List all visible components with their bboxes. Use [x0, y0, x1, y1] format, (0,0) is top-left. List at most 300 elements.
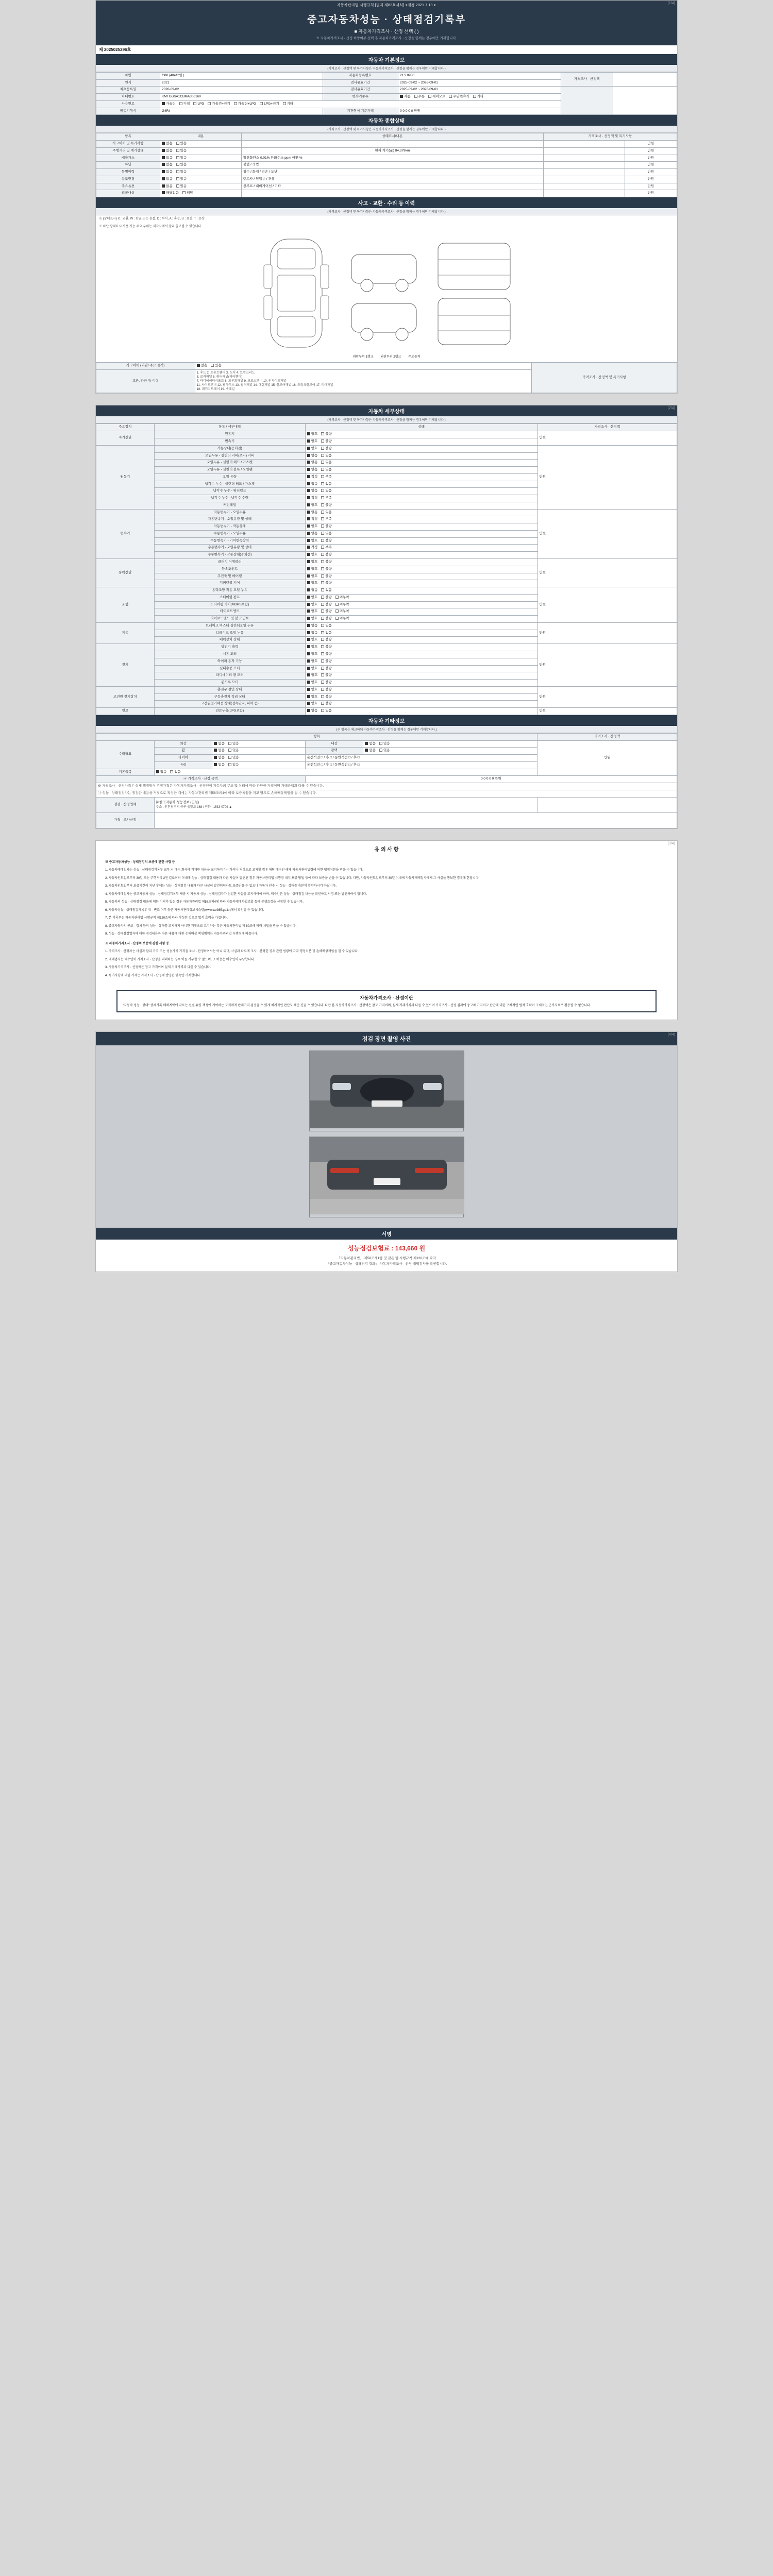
- item-options: 양호 불량: [305, 566, 537, 573]
- group-estimate: 만원: [537, 587, 677, 623]
- item-options: 양호 불량: [305, 573, 537, 580]
- other-info-table: [96, 733, 677, 828]
- row-options: 없음 있음: [195, 363, 532, 370]
- item-label: 타이로드엔드 및 볼 조인트: [154, 616, 305, 623]
- cell-value: 0 0 0 0 0 만원: [398, 108, 561, 115]
- row-unit: 만원: [625, 141, 677, 148]
- footer-line-1: 「자동차관리법」 제58조제1항 및 같은 법 시행규칙 제120조에 따라: [337, 1257, 436, 1261]
- th-state: 상태: [305, 424, 537, 431]
- item-label: 수동변속기 - 오일유량 및 상태: [154, 545, 305, 552]
- row-estimate: [543, 162, 625, 169]
- item-label: 연료누출(LPG포함): [154, 708, 305, 715]
- table-row: [96, 776, 677, 783]
- cell-value: 2025-09-02 ~ 2026-09-01: [398, 87, 561, 94]
- table-row: [96, 622, 677, 630]
- row-options: 없음 있음: [212, 755, 305, 762]
- notice-item: 3. 자동차인도일부터 보증기간이 지난 후에는 성능 · 상태점검 내용과 다른 사실이 발견되더라도 보증받을 수 없으니 자동차 인수 시 성능 · 상태를 충분히 확인하시기 바랍니다.: [105, 885, 337, 888]
- notice-item-2: 2. 매매업자는 매수인이 가격조사 · 산정을 의뢰하는 경우 이를 거부할 수 없으며, 그 비용은 매수인이 부담합니다.: [105, 958, 255, 961]
- cell-value: 21모8980: [398, 72, 561, 79]
- notice-item: 6. 자동차성능 · 상태점검기록부 위 · 변조 여부 등은 자동차관리정보시스템(www.car365.go.kr)에서 확인할 수 있습니다.: [105, 908, 264, 912]
- row-estimate: [543, 147, 625, 155]
- footer-note: [96, 1255, 677, 1271]
- table-row: [96, 363, 677, 370]
- item-label: 동력조향 작동 오일 누유: [154, 587, 305, 595]
- item-options: 양호 불량 미부착: [305, 594, 537, 601]
- group-estimate: 만원: [537, 622, 677, 643]
- item-options: 없음 있음: [305, 452, 537, 460]
- group-estimate: 만원: [537, 686, 677, 707]
- row-unit: 만원: [625, 155, 677, 162]
- item-label: 라디에이터 팬 모터: [154, 672, 305, 680]
- history-summary-table: [96, 362, 677, 393]
- th-item: 항목: [96, 733, 537, 740]
- cell-value: G80 (40e탁일 ): [160, 72, 323, 79]
- item-label: 디퍼렌셜 기어: [154, 580, 305, 587]
- section-detail-note: (가격조사 · 산정액 및 특기사항은 자동차가격조사 · 산정을 함께는 경우에만 기재합니다.): [96, 416, 677, 423]
- estimate-value: 0 0 0 0 0 만원: [305, 776, 677, 783]
- item-label: 오일누유 - 실린더 헤드 / 가스켓: [154, 460, 305, 467]
- item-label: 와이퍼 동작 기능: [154, 658, 305, 665]
- section-detail-band: 자동차 세부상태: [96, 405, 677, 416]
- row-options: 없음 있음: [160, 183, 241, 190]
- row-unit: 만원: [625, 169, 677, 176]
- section-overall-band: 자동차 종합상태: [96, 115, 677, 126]
- item-label: 오일 유량: [154, 473, 305, 481]
- row-unit: 만원: [625, 176, 677, 183]
- item-label: 원동기: [154, 431, 305, 438]
- item-options: 양호 불량: [305, 680, 537, 687]
- table-row: [96, 169, 677, 176]
- photo-section-band: 점검 장면 촬영 사진: [96, 1032, 677, 1045]
- cell-value: G4RI: [160, 108, 323, 115]
- guarantee-body: "자동차 성능 · 상태" 상세기록 매매계약에 따르는 선별 유량 책정에 기여하는 고객에게 판매가격 검증을 수 있게 체계적인 판단도 해준 진술 수 있습니다. 다만 본 자동차가격조사 · 산정액은 참고 가격이며, 실제 거래가격과 다를 수 있으며 가격조사 · 산정 결과에 중고차 가격비교 판단에 대한 구체적인 법적 효력이 구체적인 근거자료로 활용될 수 없습니다.: [123, 1004, 591, 1008]
- section-other-note: (※ 항목은 체크하되 자동차가격조사 · 산정을 함께는 경우에만 기재합니다.): [96, 726, 677, 733]
- cell-label: 자동차등록번호: [323, 72, 398, 79]
- doc-number-row: [96, 45, 677, 54]
- doc-number-value: 2025025296호: [104, 47, 131, 52]
- table-row: [96, 176, 677, 183]
- price-label: 가격 · 조사산정: [96, 812, 155, 828]
- row-detail: [195, 370, 532, 393]
- item-options: 양호 불량 미부착: [305, 616, 537, 623]
- th-item: 항목: [96, 133, 160, 141]
- form-header: [96, 1, 677, 9]
- row-options: 해당없음 해당: [160, 190, 241, 197]
- table-row: [96, 797, 677, 812]
- item-label: 구동축전지 격리 상태: [154, 693, 305, 701]
- fuel-options: 가솔린 디젤 LPG 가솔린+전기 가솔린+LPG LPG+전기 기타: [160, 100, 561, 108]
- cell-label: 가격조사 · 산정액: [561, 72, 613, 87]
- group-estimate: 만원: [537, 509, 677, 558]
- row-options: 없음 있음: [160, 155, 241, 162]
- row-options: 없음 있음: [160, 141, 241, 148]
- item-options: 적정 부족: [305, 473, 537, 481]
- page-2: [95, 405, 678, 828]
- th-estimate: 가격조사 · 산정액 및 특기사항: [543, 133, 677, 141]
- item-label: 냉각수 누수 - 냉각수 수량: [154, 495, 305, 502]
- notice-item: 1. 자동차매매업자는 성능 · 상태점검기록부 교부 시 매수 회사에 기재한 내용을 교지하지 아니하거나 거짓으로 교지할 경우 해당 매수인 에게 자동차관리법령에 의한 행정처분을 받을 수 있습니다.: [105, 869, 363, 872]
- frame-group-5: 18. 패키지트레이 19. 백패널: [196, 388, 235, 392]
- table-row: [96, 644, 677, 651]
- item-label: 자동변속기 - 오일누유: [154, 509, 305, 516]
- row-detail: 운전석전 □ / 후 □ / 동반석전 □ / 후 □: [305, 761, 537, 769]
- item-options: 없음 있음: [305, 630, 537, 637]
- device-group-label: 원동기: [96, 445, 155, 509]
- form-code: 자동차관리법 시행규칙 [별지 제82호서식] <개정 2021.7.13.>: [337, 4, 436, 7]
- table-row: [96, 509, 677, 516]
- item-label: 타이로드엔드: [154, 608, 305, 616]
- cell-value: [613, 72, 677, 87]
- item-label: 브레이크 오일 누유: [154, 630, 305, 637]
- section-history-note: (가격조사 · 산정액 및 특기사항은 자동차가격조사 · 산정을 함께는 경우에만 기재합니다.): [96, 208, 677, 215]
- device-group-label: 동력전달: [96, 559, 155, 587]
- row-unit: 만원: [625, 162, 677, 169]
- table-row: [96, 686, 677, 693]
- odometer-value: 현재 계기(㎞) 84,379km: [241, 147, 543, 155]
- group-estimate: 만원: [537, 644, 677, 687]
- history-subnote-1: ※ (상태표시) X : 교환, W : 판금 또는 용접, C : 부식, A : 흠집, U : 요철, T : 손상: [99, 217, 205, 221]
- photo-box: [96, 1045, 677, 1228]
- item-label: 커먼레일: [154, 502, 305, 509]
- page-4: [95, 1031, 678, 1272]
- item-label: 오일누유 - 실린더 블록 / 오일팬: [154, 467, 305, 474]
- frame-group-2: 5. 로커패널 6. 쿼터패널(리어휀더): [196, 376, 243, 379]
- item-options: 양호 불량: [305, 445, 537, 452]
- row-sublabel: 타이어: [154, 755, 212, 762]
- group-estimate: 만원: [537, 445, 677, 509]
- item-label: 배력장치 상태: [154, 637, 305, 644]
- frame-group-3: 7. 라디에이터서포트 8. 프론트패널 9. 크로스멤버 10. 인사이드패널: [196, 380, 287, 383]
- item-options: 없음 있음: [305, 467, 537, 474]
- cell-label: [561, 87, 613, 115]
- row-detail: 불법 / 적법: [241, 162, 543, 169]
- notice-item: 4. 자동차매매업자는 중고자동차 성능 · 상태점검기록부 제공 시 자동차 성능 · 상태점검자가 점검한 사실을 고지하여야 하며, 매수인은 성능 · 상태점검 내용을 확인하고 서명 또는 날인하여야 합니다.: [105, 892, 367, 896]
- notice-body: [96, 855, 677, 987]
- row-sublabel-2: 내장: [305, 740, 363, 748]
- item-options: 양호 불량: [305, 658, 537, 665]
- cell-value: 2020-09-02: [160, 87, 323, 94]
- notice-item-2: 4. 특기사항에 대한 기재는 가격조사 · 산정에 반영된 항목만 기재합니다.: [105, 974, 201, 977]
- row-options: 없음 있음: [160, 169, 241, 176]
- item-label: 자동변속기 - 오일유량 및 상태: [154, 516, 305, 523]
- notice-item: 2. 자동차인도일로부터 30일 또는 주행거리 2천 킬로미터 이내에 성능 · 상태점검 내용과 다른 사실이 발견된 경우 자동차관리법 시행령 내지 보증 방법 등에 따라 보증을 받을 수 있습니다. 다만, 자동차인도일로부터 30일 이내에 자동차매매업자에게 그 사실을 통보한 경우에 한합니다.: [105, 876, 480, 880]
- row-options: 없음 있음: [212, 761, 305, 769]
- th-content: 내용: [160, 133, 241, 141]
- section-basic-band: 자동차 기본정보: [96, 54, 677, 65]
- transmission-options: 자동 수동 세미오토 무단변속기 기타: [398, 94, 561, 101]
- row-options: 없음 있음: [212, 740, 305, 748]
- table-header-row: [96, 424, 677, 431]
- device-group-label: 변속기: [96, 509, 155, 558]
- inspector-address: 주소 : 인천광역시 중구 샘밭로 168 / 전화 : 1533-0709 ▲: [156, 805, 232, 809]
- doc-subnote: ※ 자동차가격조사 · 산정 희망여부 선택 후 자동차가격조사 · 산정을 함께는 경우에만 기재합니다.: [316, 37, 457, 40]
- frame-group-4: 11. 사이드멤버 12. 휠하우스 13. 필러패널 14. 대쉬패널 15. 플로어패널 16. 트렁크플로어 17. 리어패널: [196, 384, 333, 387]
- cell-label: 차대번호: [96, 94, 160, 101]
- page-tag: (3/4): [667, 841, 675, 845]
- table-row: [96, 812, 677, 828]
- item-options: 양호 불량: [305, 701, 537, 708]
- notice-item-2: 3. 자동차가격조사 · 산정액은 참고 가격이며 실제 거래가격과 다를 수 있습니다.: [105, 966, 211, 970]
- item-options: 양호 불량: [305, 552, 537, 559]
- car-diagram-top-view: [253, 234, 340, 352]
- footer-line-2: 「중고자동차성능 · 상태점검 결과」 자동차가격조사 · 산정 내역검사를 확인합니다.: [326, 1262, 447, 1266]
- cell-label: 변속기종류: [323, 94, 398, 101]
- row-options: 없음 있음: [160, 147, 241, 155]
- table-header-row: [96, 733, 677, 740]
- section-overall-note: (가격조사 · 산정액 및 특기사항은 자동차가격조사 · 산정을 함께는 경우에만 기재합니다.): [96, 126, 677, 133]
- group-estimate: 만원: [537, 431, 677, 446]
- notice-heading-2: ※ 자동차가격조사 · 산정의 보증에 관한 사항 등: [105, 942, 169, 945]
- diagram-legend: [100, 352, 673, 361]
- page-tag: (4/4): [667, 1033, 675, 1037]
- guarantee-title: 자동차가격조사 · 산정이란: [360, 995, 413, 1001]
- row-label: 배출가스: [96, 155, 160, 162]
- row-estimate: [543, 169, 625, 176]
- row-label: 주요옵션: [96, 183, 160, 190]
- legend-rank1: 외판부위 1랭크: [352, 355, 374, 359]
- row-sublabel: 휠: [154, 748, 212, 755]
- row-estimate: 만원: [537, 740, 677, 776]
- row-estimate: [543, 176, 625, 183]
- table-row: [96, 708, 677, 715]
- item-options: 양호 불량: [305, 438, 537, 446]
- legend-rank2: 외판부위 2랭크: [380, 355, 401, 359]
- table-row: [96, 587, 677, 595]
- item-label: 클러치 어셈블리: [154, 559, 305, 566]
- estimate-label: 가격조사 · 산정액 및 특기사항: [532, 363, 677, 393]
- notice-item: 5. 자동차의 성능 · 상태점검 내용에 대한 이의가 있는 경우 자동차관리법 제58조의4에 따라 자동차매매사업조합 등에 분쟁조정을 신청할 수 있습니다.: [105, 901, 304, 904]
- doc-title: 중고자동차성능 · 상태점검기록부: [307, 14, 466, 25]
- item-label: 시동 모터: [154, 651, 305, 658]
- cell-label: 기관형식 기준가격: [323, 108, 398, 115]
- overall-state-table: [96, 133, 677, 197]
- detail-body: [96, 431, 677, 715]
- item-options: 없음 있음: [305, 488, 537, 495]
- row-detail: [241, 141, 543, 148]
- row-unit: 만원: [625, 147, 677, 155]
- page-tag: (1/4): [667, 2, 675, 5]
- item-options: 양호 불량: [305, 686, 537, 693]
- row-options: 없음 있음: [160, 176, 241, 183]
- row-sublabel: 외장: [154, 740, 212, 748]
- page-1: [95, 0, 678, 394]
- row-detail: 일산화탄소 0.01% 탄화수소 ppm 매연 %: [241, 155, 543, 162]
- row-label: 기본품목: [96, 769, 155, 776]
- item-label: 수동변속기 - 작동상태(공회전): [154, 552, 305, 559]
- warning-note: ㉠ 성능 · 상태점검자는 점검한 내용을 거짓으로 작성한 때에는 자동차관리법 제58조의4에 따라 보증책임을 지고 별도로 손해배상책임을 질 수 있습니다.: [96, 790, 677, 797]
- table-row: [96, 183, 677, 190]
- item-options: 적정 부족: [305, 545, 537, 552]
- device-group-label: 조향: [96, 587, 155, 623]
- item-label: 냉각수 누수 - 워터펌프: [154, 488, 305, 495]
- cell-label: 원동기형식: [96, 108, 160, 115]
- row-label: 사고이력 및 특기사항: [96, 141, 160, 148]
- photo-rear: [309, 1137, 464, 1217]
- inspector-value: [154, 797, 537, 812]
- device-group-label: 자기진단: [96, 431, 155, 446]
- th-state: 상태표시/내용: [241, 133, 543, 141]
- row-detail: 렌트카 / 영업용 / 관용: [241, 176, 543, 183]
- table-row: [96, 740, 677, 748]
- item-options: 양호 불량: [305, 693, 537, 701]
- row-label: 주행거리 및 계기상태: [96, 147, 160, 155]
- notice-item: 9. 성능 · 상태점검업자에 대한 점검내용과 다른 내용에 대한 손해배상 책임범위는 자동차관리법 시행령에 따릅니다.: [105, 933, 258, 936]
- item-options: 양호 불량: [305, 502, 537, 509]
- row-label: 특별이력: [96, 169, 160, 176]
- legend-frame: 주요골격: [408, 355, 421, 359]
- row-estimate: [543, 183, 625, 190]
- section-history-band: 사고 · 교환 · 수리 등 이력: [96, 197, 677, 208]
- table-row: [96, 147, 677, 155]
- item-label: 오일누유 - 실린더 커버(로커) 커버: [154, 452, 305, 460]
- detail-state-table: [96, 423, 677, 715]
- item-label: 브레이크 마스터 실린더오일 누유: [154, 622, 305, 630]
- group-estimate: 만원: [537, 559, 677, 587]
- row-unit: 만원: [625, 190, 677, 197]
- row-estimate: [543, 155, 625, 162]
- table-row: [96, 445, 677, 452]
- table-row: [96, 87, 677, 94]
- device-group-label: 연료: [96, 708, 155, 715]
- row-sublabel-2: 광택: [305, 748, 363, 755]
- car-diagram-area: [96, 231, 677, 362]
- inspector-company: ㈜한국자동차 성능정보 (인천): [156, 800, 199, 804]
- inspection-insurance-fee: 성능점검보험료 : 143,660 원: [347, 1245, 426, 1252]
- table-row: [96, 141, 677, 148]
- device-group-label: 고전원 전기장치: [96, 686, 155, 707]
- item-options: 적정 부족: [305, 495, 537, 502]
- item-options: 양호 불량: [305, 644, 537, 651]
- item-options: 없음 있음: [305, 509, 537, 516]
- th-estimate: 가격조사 · 산정액: [537, 733, 677, 740]
- page-tag: (2/4): [667, 406, 675, 411]
- cell-label: 검사유효기간: [323, 79, 398, 87]
- item-label: 고전원전기배선 상태(접속단자, 피복 등): [154, 701, 305, 708]
- basic-info-table: [96, 72, 677, 115]
- item-options: 없음 있음: [305, 530, 537, 537]
- cell-value: [613, 87, 677, 115]
- row-estimate: [543, 141, 625, 148]
- item-options: 양호 불량: [305, 672, 537, 680]
- table-header-row: [96, 133, 677, 141]
- table-row: [96, 431, 677, 438]
- item-options: 없음 있음: [305, 708, 537, 715]
- row-label: 리콜대상: [96, 190, 160, 197]
- item-options: 적정 부족: [305, 516, 537, 523]
- section-basic-note: (가격조사 · 산정액 및 특기사항은 자동차가격조사 · 산정을 함께는 경우에만 기재합니다.): [96, 65, 677, 72]
- frame-group-1: 1. 후드 2. 프론트휀더 3. 도어 4. 트렁크리드: [196, 371, 255, 375]
- item-options: 양호 불량 미부착: [305, 601, 537, 608]
- item-options: 없음 있음: [305, 622, 537, 630]
- item-label: 스티어링 기어(MDPS포함): [154, 601, 305, 608]
- notice-heading-1: ※ 중고자동차성능 · 상태점검의 보증에 관한 사항 등: [105, 860, 175, 864]
- doc-number-label: 제: [99, 47, 103, 52]
- item-options: 양호 불량: [305, 665, 537, 672]
- item-options: 양호 불량: [305, 651, 537, 658]
- inspector-label: 점검 · 산정업체: [96, 797, 155, 812]
- cell-label: 연식: [96, 79, 160, 87]
- item-label: 수동변속기 - 기어변속장치: [154, 537, 305, 545]
- row-label: 수리필요: [96, 740, 155, 769]
- item-label: 수동변속기 - 오일누유: [154, 530, 305, 537]
- item-options: 양호 불량 미부착: [305, 608, 537, 616]
- item-label: 자동변속기 - 작동상태: [154, 523, 305, 531]
- price-value: [154, 812, 677, 828]
- th-estimate: 가격조사 · 산정액: [537, 424, 677, 431]
- row-options-2: 없음 있음: [363, 740, 537, 748]
- th-item: 항목 / 세부내역: [154, 424, 305, 431]
- table-row: [96, 72, 677, 79]
- cell-label: 차명: [96, 72, 160, 79]
- row-label: 사고이력 (외판/ 주요 골격): [96, 363, 195, 370]
- notice-item: 7. 본 기록부는 자동차관리법 시행규칙 제120조에 따라 작성된 것으로 법적 효력을 가집니다.: [105, 917, 228, 920]
- group-estimate: 만원: [537, 708, 677, 715]
- device-group-label: 제동: [96, 622, 155, 643]
- estimate-note: ※ 가격조사 · 산정가격은 실제 책정방식 추정가격은 자동차가격조사 · 산정인이 자동차의 구조 및 상태에 따라 판단한 가격이며 거래금액과 다를 수 있습니다.: [96, 783, 677, 790]
- cell-value: 2021: [160, 79, 323, 87]
- row-label: 용도변경: [96, 176, 160, 183]
- item-options: 양호 불량: [305, 537, 537, 545]
- signature-band: 서명: [96, 1228, 677, 1240]
- table-row: [96, 559, 677, 566]
- item-label: 작동상태(공회전): [154, 445, 305, 452]
- row-unit: 만원: [625, 183, 677, 190]
- title-block: [96, 9, 677, 45]
- row-label: 튜닝: [96, 162, 160, 169]
- row-options-2: 없음 있음: [363, 748, 537, 755]
- table-row: [96, 155, 677, 162]
- guarantee-box: [116, 990, 657, 1012]
- car-diagram-frame-view: [428, 234, 520, 352]
- cell-label: 최초등록일: [96, 87, 160, 94]
- row-options: 없음 있음: [154, 769, 537, 776]
- row-detail: 운전석전 □ / 후 □ / 동반석전 □ / 후 □: [305, 755, 537, 762]
- cell-value: 2025-09-02 ~ 2026-09-01: [398, 79, 561, 87]
- item-options: 양호 불량: [305, 523, 537, 531]
- section-other-band: 자동차 기타정보: [96, 715, 677, 726]
- inspector-signature: [537, 797, 677, 812]
- item-label: 실내송풍 모터: [154, 665, 305, 672]
- estimate-label: ☞ 가격조사 · 산정 금액: [96, 776, 306, 783]
- history-subnote-2: ※ 하단 상태표시 사용 가능 주요 부위는 제작사에서 달리 출고될 수 있습니다.: [99, 225, 202, 229]
- notice-title: 유 의 사 항: [374, 846, 399, 853]
- item-label: 충전구 절연 상태: [154, 686, 305, 693]
- row-label: 교환, 판금 등 이력: [96, 370, 195, 393]
- item-label: 등속조인트: [154, 566, 305, 573]
- item-label: 스티어링 펌프: [154, 594, 305, 601]
- item-options: 양호 불량: [305, 559, 537, 566]
- car-diagram-side-view: [345, 234, 423, 352]
- table-row: [96, 790, 677, 797]
- photo-front: [309, 1050, 464, 1131]
- row-sublabel: 유리: [154, 761, 212, 769]
- item-label: 발전기 출력: [154, 644, 305, 651]
- item-label: 추진축 및 베어링: [154, 573, 305, 580]
- row-options: 없음 있음: [212, 748, 305, 755]
- cell-value: KMTGB&A1CBMA306160: [160, 94, 323, 101]
- item-options: 없음 있음: [305, 587, 537, 595]
- notice-item-2: 1. 가격조사 · 산정자는 사실과 달리 가격 또는 성능가치 가격을 조사 · 산정하여서는 아니 되며, 사실과 다르게 조사 · 산정한 경우 관련 법령에 따라 행정처분 및 손해배상책임을 질 수 있습니다.: [105, 950, 359, 954]
- row-detail: [241, 190, 543, 197]
- item-options: 없음 있음: [305, 481, 537, 488]
- row-estimate: [543, 190, 625, 197]
- item-label: 변속기: [154, 438, 305, 446]
- notice-item: 8. 중고자동차의 구조 · 장치 등의 성능 · 상태를 고지하지 아니한 거짓으로 고지하는 것은 자동차관리법 제 80조에 따라 처벌을 받을 수 있습니다.: [105, 924, 297, 928]
- row-options: 없음 있음: [160, 162, 241, 169]
- item-label: 윈도우 모터: [154, 680, 305, 687]
- cell-label: 검사유효기간: [323, 87, 398, 94]
- item-options: 없음 있음: [305, 460, 537, 467]
